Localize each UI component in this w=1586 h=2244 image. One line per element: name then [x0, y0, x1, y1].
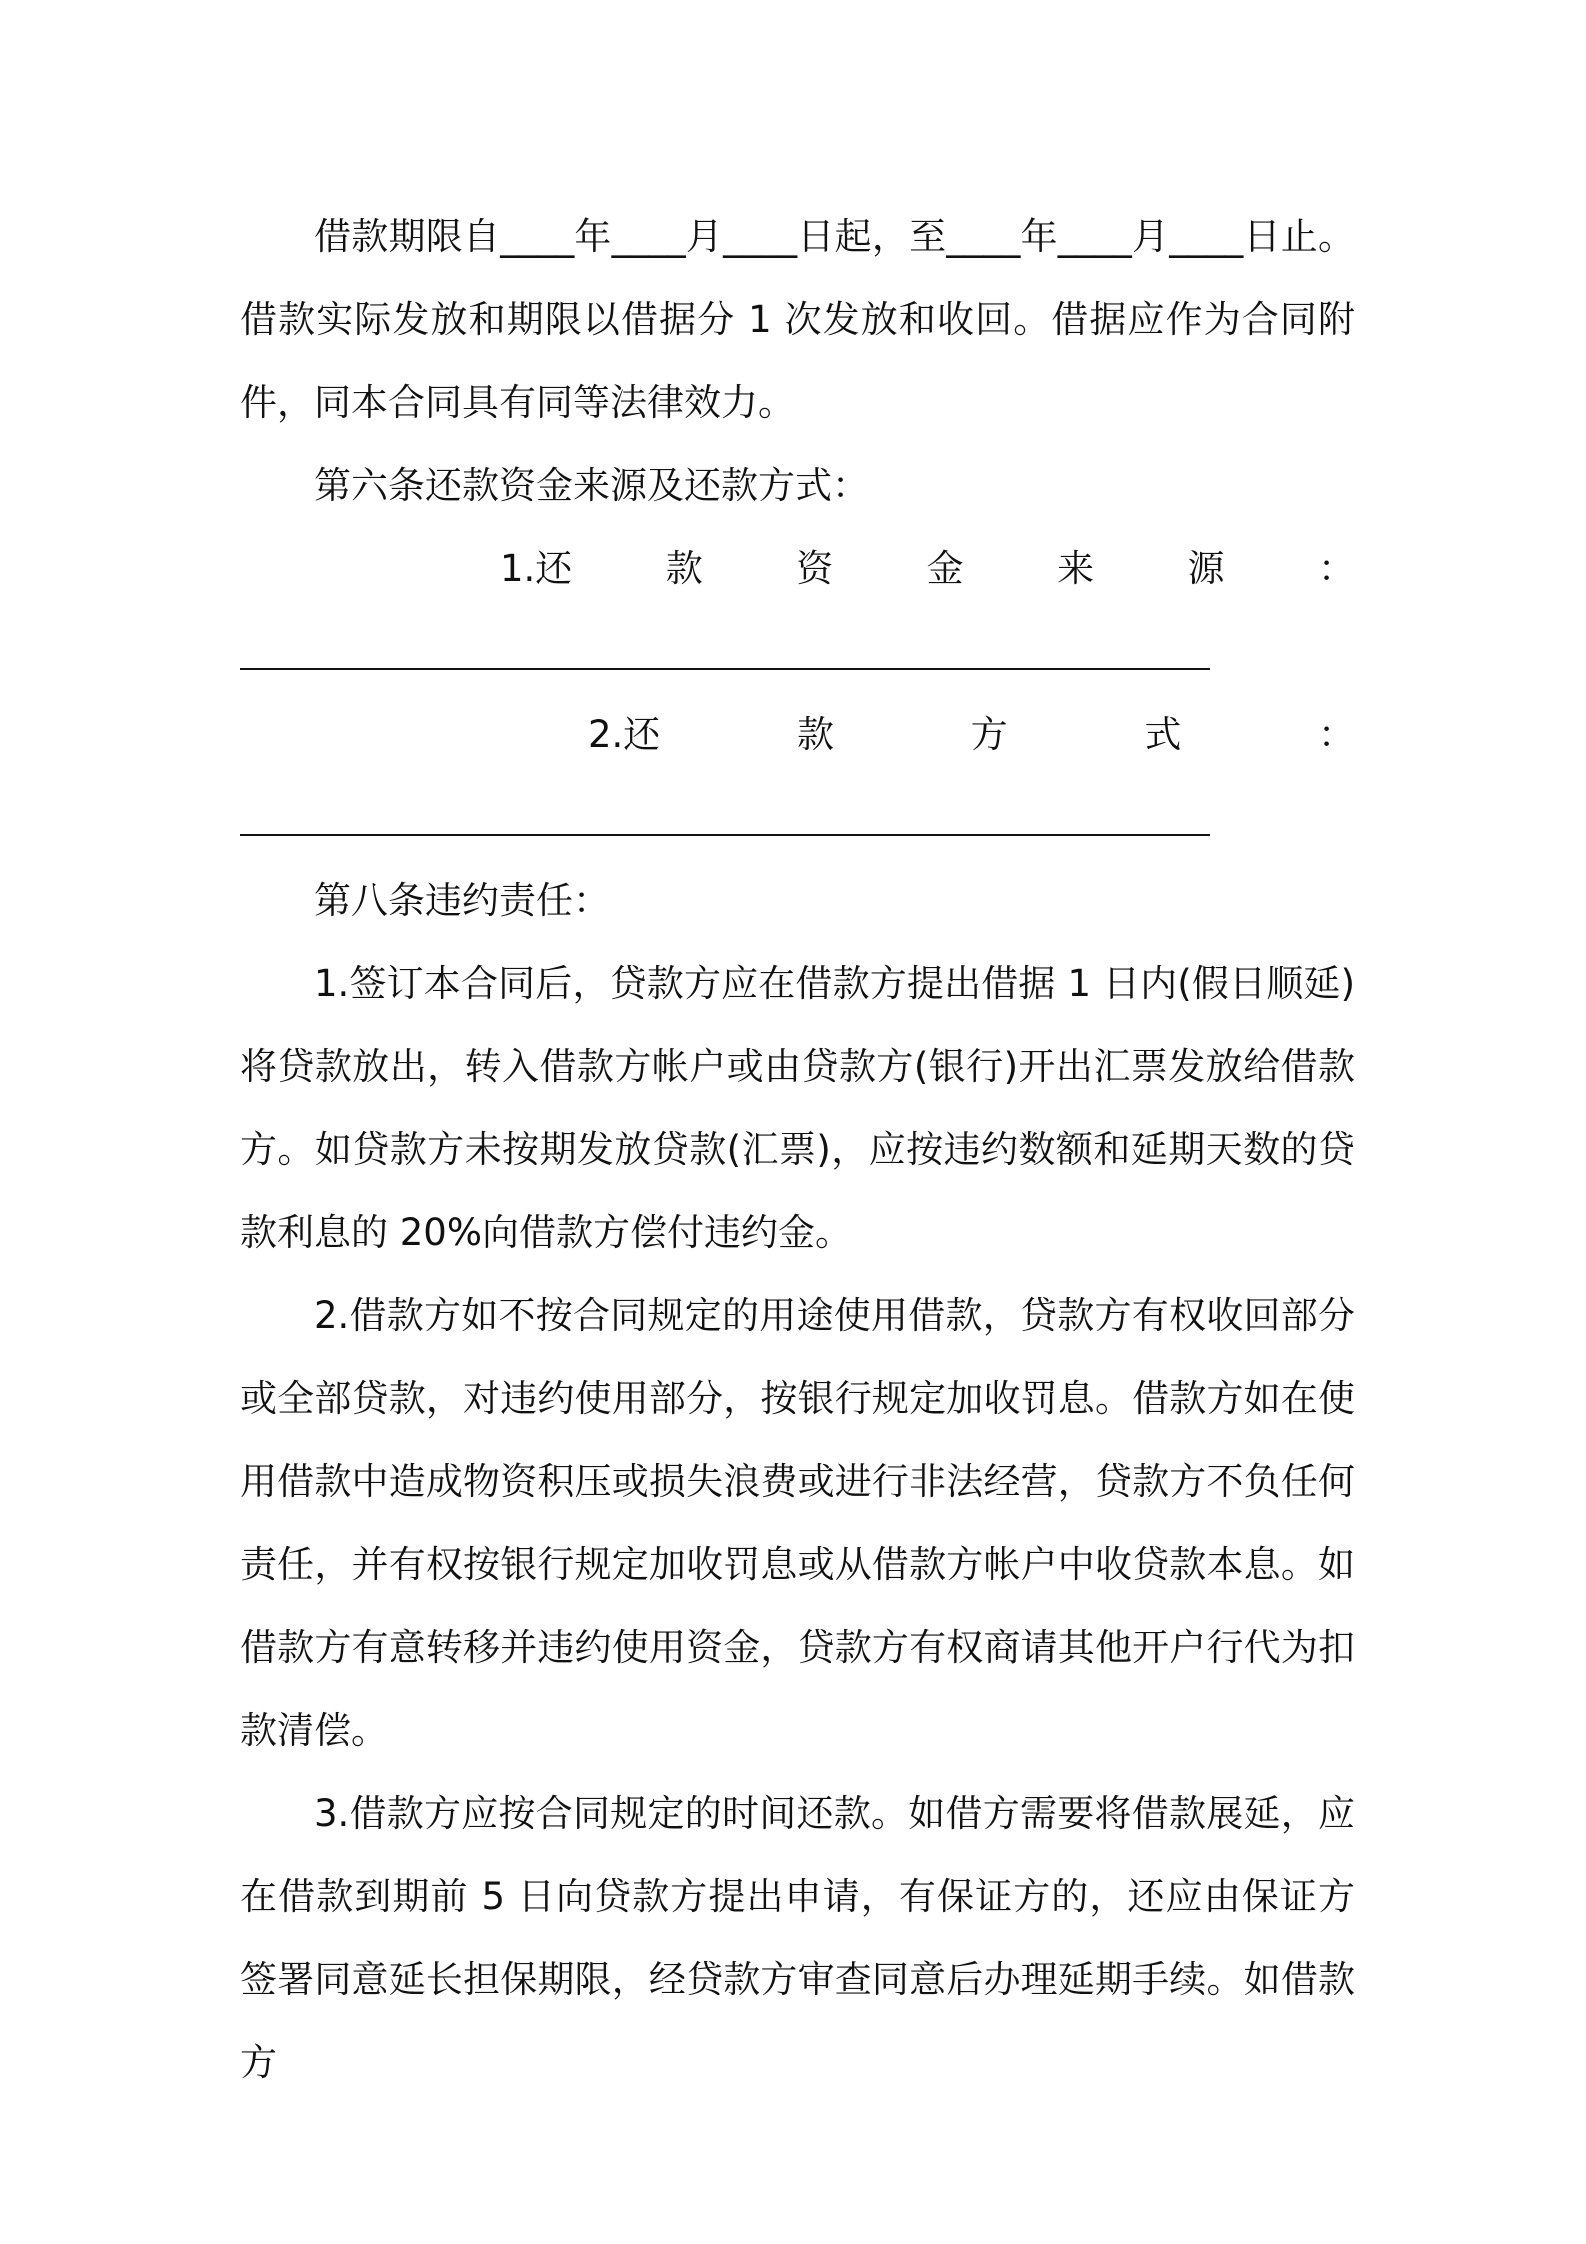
- repayment-method-char: 2.还: [588, 713, 661, 756]
- repayment-source-char: 款: [665, 547, 703, 590]
- repayment-method-char: 方: [970, 713, 1008, 756]
- liability-clause-2: 2.借款方如不按合同规定的用途使用借款，贷款方有权收回部分或全部贷款，对违约使用部分，按银行规定加收罚息。借款方如在使用借款中造成物资积压或损失浪费或进行非法经营，贷款方不负任何责任，并有权按银行规定加收罚息或从借款方帐户中收贷款本息。如借款方有意转移并违约使用资金，贷款方有权商请其他开户行代为扣款清偿。: [240, 1294, 1355, 1752]
- article-6-heading: 第六条还款资金来源及还款方式：: [314, 464, 869, 507]
- repayment-source-char: 金: [926, 547, 964, 590]
- repayment-method-line: [588, 693, 1355, 776]
- repayment-source-line: [500, 527, 1355, 610]
- repayment-source-char: ：: [1317, 547, 1355, 590]
- repayment-source-blank-line: [240, 610, 1355, 693]
- loan-term-paragraph: 借款期限自____年____月____日起，至____年____月____日止。借款实际发放和期限以借据分 1 次发放和收回。借据应作为合同附件，同本合同具有同等法律效力。: [240, 215, 1355, 424]
- liability-clause-3: 3.借款方应按合同规定的时间还款。如借方需要将借款展延，应在借款到期前 5 日向贷款方提出申请，有保证方的，还应由保证方签署同意延长担保期限，经贷款方审查同意后办理延期手续。如借款方: [240, 1792, 1355, 2084]
- article-8-heading: 第八条违约责任：: [314, 879, 610, 922]
- document-page: [240, 195, 1355, 2104]
- repayment-method-char: 款: [796, 713, 834, 756]
- repayment-source-char: 1.还: [500, 547, 573, 590]
- repayment-method-char: 式: [1144, 713, 1182, 756]
- repayment-method-blank-line: [240, 776, 1355, 859]
- repayment-source-char: 资: [796, 547, 834, 590]
- repayment-method-char: ：: [1318, 713, 1355, 756]
- repayment-source-char: 源: [1187, 547, 1225, 590]
- liability-clause-1: 1.签订本合同后，贷款方应在借款方提出借据 1 日内(假日顺延)将贷款放出，转入借款方帐户或由贷款方(银行)开出汇票发放给借款方。如贷款方未按期发放贷款(汇票)，应按违约数额和延期天数的贷款利息的 20%向借款方偿付违约金。: [240, 962, 1355, 1254]
- repayment-source-char: 来: [1057, 547, 1095, 590]
